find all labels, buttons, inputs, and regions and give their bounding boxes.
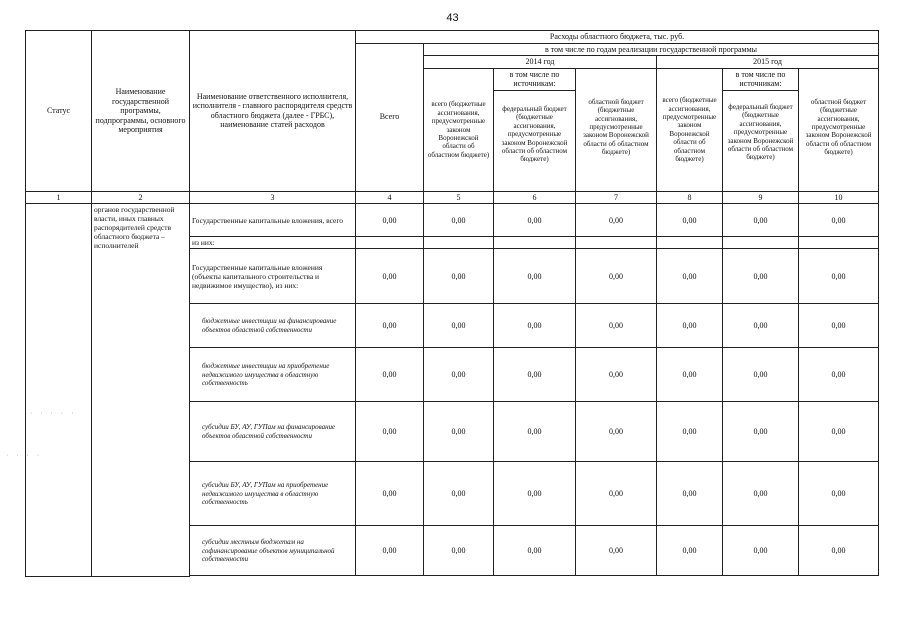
header-expenses-title: Расходы областного бюджета, тыс. руб.	[356, 31, 879, 44]
header-col-all-2014: всего (бюджетные ассигнования, предусмотренные законом Воронежской области об областном бюджете)	[424, 68, 494, 191]
value-cell: 0,00	[356, 304, 424, 348]
header-by-years: в том числе по годам реализации государственной программы	[424, 43, 879, 56]
value-cell: 0,00	[576, 462, 657, 526]
row-label: субсидии БУ, АУ, ГУПам на приобретение недвижимого имущества в областную собственность	[190, 462, 356, 526]
value-cell: 0,00	[657, 402, 723, 462]
value-cell: 0,00	[424, 204, 494, 237]
column-number: 10	[799, 191, 879, 204]
value-cell: 0,00	[576, 402, 657, 462]
row-label: бюджетные инвестиции на приобретение недвижимого имущества в областную собственность	[190, 348, 356, 402]
value-cell: 0,00	[657, 462, 723, 526]
column-number: 3	[190, 191, 356, 204]
value-cell: 0,00	[356, 348, 424, 402]
value-cell: 0,00	[356, 462, 424, 526]
value-cell: 0,00	[356, 402, 424, 462]
column-number: 9	[723, 191, 799, 204]
value-cell: 0,00	[723, 526, 799, 576]
value-cell	[723, 237, 799, 249]
value-cell: 0,00	[576, 204, 657, 237]
value-cell	[494, 237, 576, 249]
value-cell	[799, 237, 879, 249]
row-label: Государственные капитальные вложения (объекты капитального строительства и недвижимое имущество), из них:	[190, 249, 356, 304]
column-number: 2	[92, 191, 190, 204]
header-status: Статус	[26, 31, 92, 192]
value-cell: 0,00	[657, 526, 723, 576]
column-number-row	[26, 191, 879, 204]
header-program-name: Наименование государственной программы, подпрограммы, основного мероприятия	[92, 31, 190, 192]
value-cell: 0,00	[424, 526, 494, 576]
value-cell: 0,00	[494, 304, 576, 348]
value-cell: 0,00	[424, 348, 494, 402]
value-cell: 0,00	[424, 249, 494, 304]
header-by-sources-2014: в том числе по источникам:	[494, 69, 575, 91]
value-cell: 0,00	[657, 348, 723, 402]
scan-dots: · · · · ·	[30, 410, 77, 417]
value-cell: 0,00	[576, 526, 657, 576]
value-cell: 0,00	[799, 348, 879, 402]
header-year-2015: 2015 год	[657, 56, 879, 69]
header-executor-name: Наименование ответственного исполнителя, исполнителя - главного распорядителя средств областного бюджета (далее - ГРБС), наименование статей расходов	[190, 31, 356, 192]
value-cell	[657, 237, 723, 249]
value-cell: 0,00	[723, 304, 799, 348]
value-cell: 0,00	[657, 204, 723, 237]
header-federal-2015-text: федеральный бюджет (бюджетные ассигнования, предусмотренные законом Воронежской области об областном бюджете)	[727, 102, 794, 162]
column-number: 7	[576, 191, 657, 204]
value-cell: 0,00	[576, 348, 657, 402]
row-label: Государственные капитальные вложения, всего	[190, 204, 356, 237]
value-cell: 0,00	[494, 348, 576, 402]
value-cell: 0,00	[356, 526, 424, 576]
column-number: 5	[424, 191, 494, 204]
value-cell: 0,00	[799, 204, 879, 237]
value-cell: 0,00	[657, 304, 723, 348]
scan-dots: · · · ·	[6, 452, 43, 459]
column-number: 6	[494, 191, 576, 204]
row-label: из них:	[190, 237, 356, 249]
value-cell: 0,00	[356, 204, 424, 237]
value-cell: 0,00	[799, 304, 879, 348]
value-cell: 0,00	[494, 204, 576, 237]
column-number: 1	[26, 191, 92, 204]
value-cell: 0,00	[799, 249, 879, 304]
value-cell: 0,00	[799, 402, 879, 462]
value-cell	[424, 237, 494, 249]
value-cell: 0,00	[799, 526, 879, 576]
value-cell: 0,00	[494, 526, 576, 576]
value-cell: 0,00	[494, 249, 576, 304]
program-cell: органов государственной власти, иных главных распорядителей средств областного бюджета – исполнителей	[92, 204, 190, 577]
value-cell: 0,00	[723, 249, 799, 304]
value-cell	[576, 237, 657, 249]
row-label: субсидии местным бюджетам на софинансирование объектов муниципальной собственности	[190, 526, 356, 576]
header-federal-2014-text: федеральный бюджет (бюджетные ассигнования, предусмотренные законом Воронежской области об областном бюджете)	[501, 104, 568, 164]
header-col-federal-2014	[494, 68, 576, 191]
value-cell: 0,00	[723, 462, 799, 526]
header-col-federal-2015	[723, 68, 799, 191]
value-cell: 0,00	[424, 402, 494, 462]
value-cell: 0,00	[576, 304, 657, 348]
value-cell: 0,00	[723, 204, 799, 237]
value-cell: 0,00	[494, 462, 576, 526]
row-label: субсидии БУ, АУ, ГУПам на финансирование объектов областной собственности	[190, 402, 356, 462]
budget-table	[25, 30, 879, 577]
column-number: 8	[657, 191, 723, 204]
header-year-2014: 2014 год	[424, 56, 657, 69]
header-col-all-2015: всего (бюджетные ассигнования, предусмотренные законом Воронежской области об областном бюджете)	[657, 68, 723, 191]
value-cell: 0,00	[799, 462, 879, 526]
row-label: бюджетные инвестиции на финансирование объектов областной собственности	[190, 304, 356, 348]
header-col-regional-2014: областной бюджет (бюджетные ассигнования, предусмотренные законом Воронежской области об областном бюджете)	[576, 68, 657, 191]
value-cell: 0,00	[494, 402, 576, 462]
value-cell: 0,00	[723, 402, 799, 462]
header-by-sources-2015: в том числе по источникам:	[723, 69, 798, 91]
table-row	[26, 204, 879, 237]
value-cell: 0,00	[356, 249, 424, 304]
status-cell	[26, 204, 92, 577]
value-cell: 0,00	[424, 462, 494, 526]
page-number: 43	[446, 12, 459, 24]
header-col-regional-2015: областной бюджет (бюджетные ассигнования, предусмотренные законом Воронежской области об областном бюджете)	[799, 68, 879, 191]
value-cell	[356, 237, 424, 249]
column-number: 4	[356, 191, 424, 204]
value-cell: 0,00	[424, 304, 494, 348]
value-cell: 0,00	[723, 348, 799, 402]
value-cell: 0,00	[657, 249, 723, 304]
header-total: Всего	[356, 43, 424, 191]
value-cell: 0,00	[576, 249, 657, 304]
